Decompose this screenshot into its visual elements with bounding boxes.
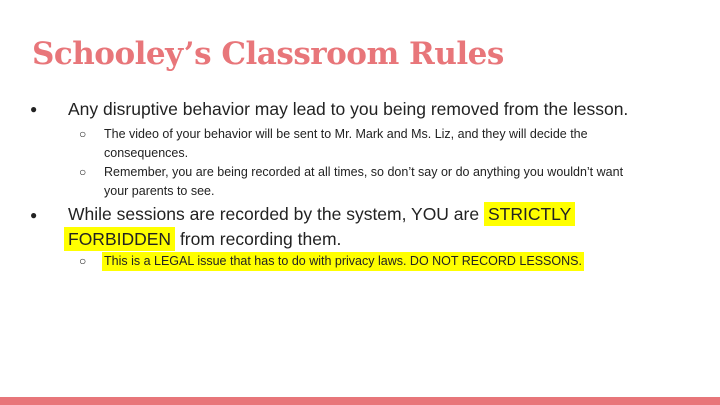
bullet-recording-text: While sessions are recorded by the system, YOU are bbox=[68, 204, 480, 224]
highlight-forbidden: FORBIDDEN bbox=[64, 227, 175, 251]
sub-bullet-circle-icon: ○ bbox=[79, 254, 87, 268]
bullet-recording-text-end: from recording them. bbox=[179, 229, 342, 249]
sub-item-video-sent: The video of your behavior will be sent to Mr. Mark and Ms. Liz, and they will decide the bbox=[104, 127, 588, 141]
highlight-strictly: STRICTLY bbox=[484, 202, 575, 226]
bullet-disruptive-behavior: Any disruptive behavior may lead to you being removed from the lesson. bbox=[68, 99, 629, 119]
sub-bullet-circle-icon: ○ bbox=[79, 165, 87, 179]
sub-item-being-recorded-cont: your parents to see. bbox=[104, 184, 215, 198]
sub-item-being-recorded: Remember, you are being recorded at all times, so don’t say or do anything you wouldn’t want bbox=[104, 165, 624, 179]
footer-accent-bar bbox=[0, 397, 720, 405]
sub-item-video-sent-cont: consequences. bbox=[104, 146, 189, 160]
sub-bullet-circle-icon: ○ bbox=[79, 127, 87, 141]
bullet-dot-icon: ● bbox=[30, 102, 38, 116]
sub-item-legal-issue: This is a LEGAL issue that has to do with privacy laws. DO NOT RECORD LESSONS. bbox=[102, 252, 584, 271]
slide-title: Schooley’s Classroom Rules bbox=[32, 36, 504, 72]
bullet-dot-icon: ● bbox=[30, 208, 38, 222]
